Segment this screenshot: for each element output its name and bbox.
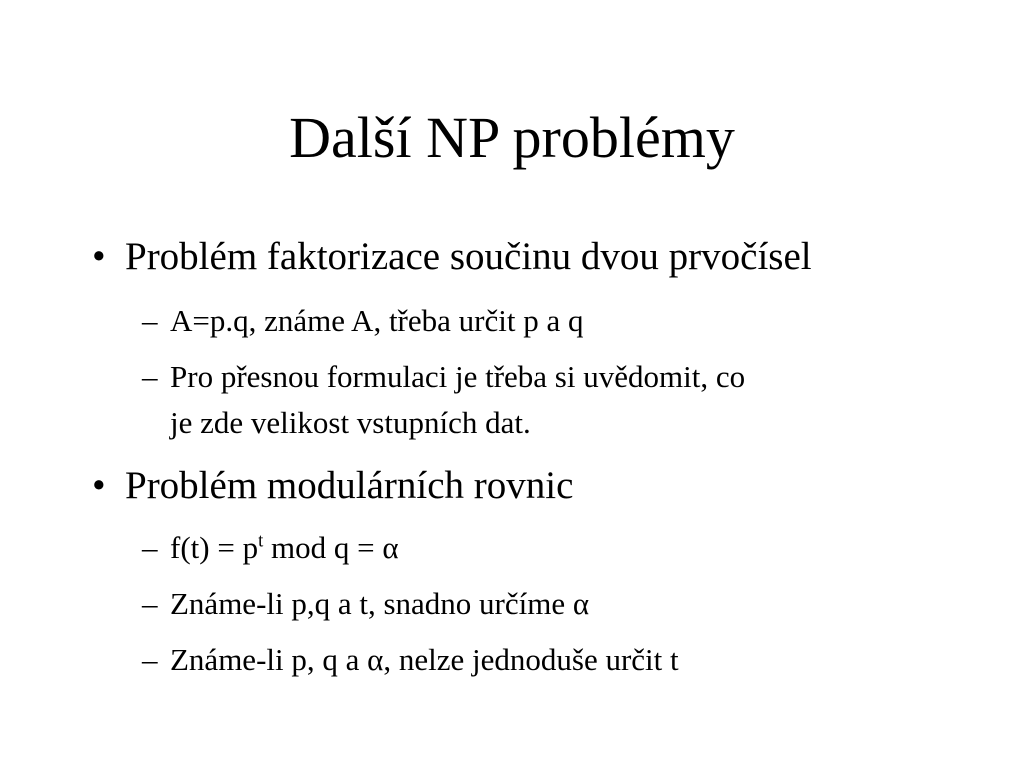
formula-rest: mod q = α (263, 530, 399, 565)
bullet-marker: • (92, 464, 106, 507)
sub-text: Známe-li p,q a t, snadno určíme α (170, 586, 590, 621)
bullet-text: Problém faktorizace součinu dvou prvočísel (125, 235, 812, 278)
sub-marker: – (142, 530, 158, 565)
sub-marker: – (142, 642, 158, 677)
sub-text-multiline (170, 354, 745, 446)
sub-marker: – (142, 586, 158, 621)
formula-base: f(t) = p (170, 530, 259, 565)
bullet-marker: • (92, 235, 106, 278)
sub-text-line: Pro přesnou formulaci je třeba si uvědomit, co (170, 359, 746, 394)
sub-marker: – (142, 359, 158, 394)
slide-title: Další NP problémy (289, 105, 735, 170)
formula-exponent: t (258, 530, 264, 552)
sub-text-line: je zde velikost vstupních dat. (170, 405, 531, 440)
sub-text-formula (170, 525, 399, 571)
sub-marker: – (142, 303, 158, 338)
bullet-text: Problém modulárních rovnic (125, 464, 574, 507)
sub-text: Známe-li p, q a α, nelze jednoduše určit t (170, 642, 679, 677)
sub-text: A=p.q, známe A, třeba určit p a q (170, 303, 584, 338)
